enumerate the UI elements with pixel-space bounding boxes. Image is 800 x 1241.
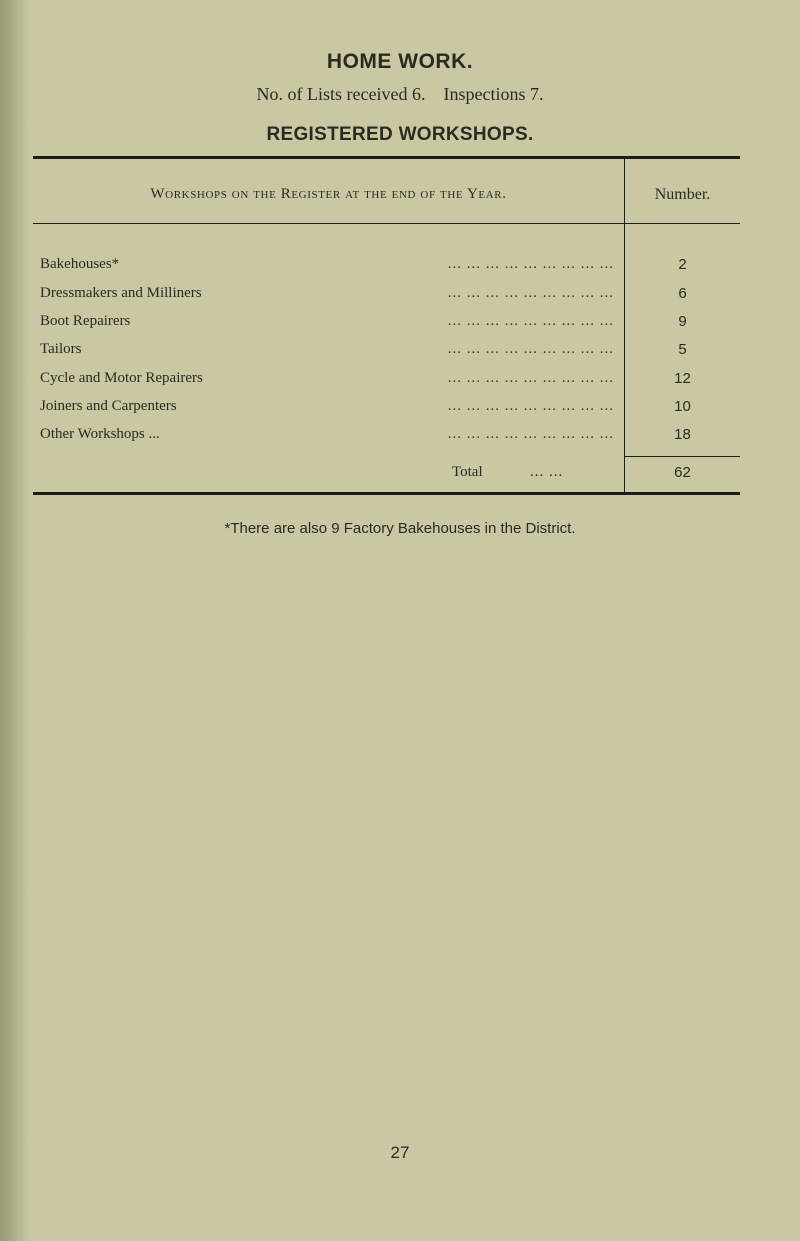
row-label: Bakehouses*: [40, 256, 120, 272]
total-leader: ... ...: [530, 464, 564, 480]
table-row: [40, 370, 740, 392]
row-value: 12: [674, 370, 691, 387]
total-value: 62: [674, 464, 691, 481]
row-label: Cycle and Motor Repairers: [40, 370, 203, 386]
table-row: [40, 426, 740, 448]
row-leader: ... ... ... ... ... ... ... ... ...: [447, 341, 614, 357]
table-row: [40, 285, 740, 307]
main-heading: HOME WORK.: [326, 50, 474, 73]
page-edge-shadow: [0, 0, 30, 1241]
header-bottom-rule: [33, 223, 740, 224]
total-top-rule: [625, 456, 740, 457]
total-label: Total: [452, 464, 483, 480]
registered-workshops-heading: REGISTERED WORKSHOPS.: [266, 124, 534, 145]
table-bottom-rule: [33, 492, 740, 495]
row-leader: ... ... ... ... ... ... ... ... ...: [447, 398, 614, 414]
row-label: Boot Repairers: [40, 313, 131, 329]
row-leader: ... ... ... ... ... ... ... ... ...: [447, 256, 614, 272]
row-leader: ... ... ... ... ... ... ... ... ...: [447, 426, 614, 442]
page-number: 27: [390, 1143, 410, 1162]
row-leader: ... ... ... ... ... ... ... ... ...: [447, 313, 614, 329]
row-label: Tailors: [40, 341, 82, 357]
row-value: 9: [678, 313, 687, 330]
footnote: *There are also 9 Factory Bakehouses in the District.: [224, 520, 576, 537]
row-value: 5: [678, 341, 687, 358]
row-value: 2: [678, 256, 687, 273]
table-row: [40, 313, 740, 335]
row-leader: ... ... ... ... ... ... ... ... ...: [447, 370, 614, 386]
row-label: Dressmakers and Milliners: [40, 285, 202, 301]
row-value: 18: [674, 426, 691, 443]
header-category: Workshops on the Register at the end of the Year.: [150, 186, 507, 202]
row-leader: ... ... ... ... ... ... ... ... ...: [447, 285, 614, 301]
table-row: [40, 398, 740, 420]
header-number: Number.: [654, 186, 711, 203]
lists-inspections-line: No. of Lists received 6. Inspections 7.: [256, 84, 544, 104]
table-top-rule: [33, 156, 740, 159]
row-value: 6: [678, 285, 687, 302]
table-row: [40, 256, 740, 278]
row-label: Other Workshops ...: [40, 426, 160, 442]
row-value: 10: [674, 398, 691, 415]
row-label: Joiners and Carpenters: [40, 398, 177, 414]
table-row: [40, 341, 740, 363]
